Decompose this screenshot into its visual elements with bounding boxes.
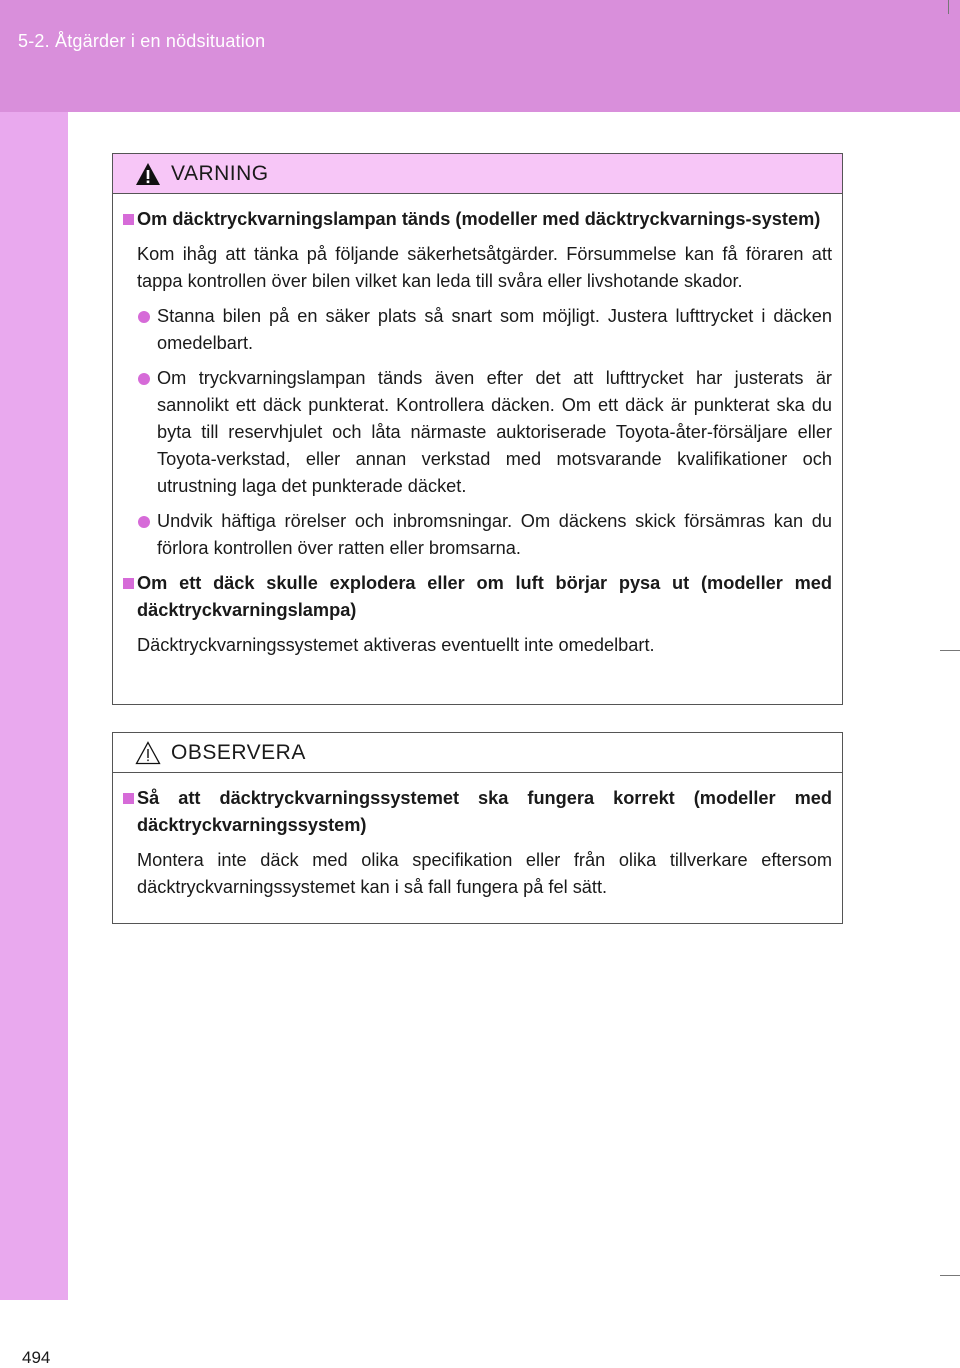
top-banner (0, 0, 960, 112)
warning-box (112, 153, 843, 705)
warning-bullet (123, 365, 832, 500)
crop-mark (940, 650, 960, 651)
warning-item-heading-text: Om ett däck skulle explodera eller om luft börjar pysa ut (modeller med däcktryckvarningslampa) (137, 573, 832, 620)
warning-filled-triangle-icon (135, 162, 161, 186)
notice-box (112, 732, 843, 924)
crop-mark (948, 0, 949, 14)
crop-mark (940, 1275, 960, 1276)
warning-bullet (123, 508, 832, 562)
notice-item-heading-text: Så att däcktryckvarningssystemet ska fungera korrekt (modeller med däcktryckvarningssystem) (137, 788, 832, 835)
section-title: 5-2. Åtgärder i en nödsituation (18, 31, 266, 51)
warning-outline-triangle-icon (135, 741, 161, 765)
warning-item-text: Kom ihåg att tänka på följande säkerhetsåtgärder. Försummelse kan få föraren att tappa kontrollen över bilen vilket kan leda till svåra eller livshotande skador. (137, 244, 832, 291)
warning-box-title: VARNING (171, 161, 269, 185)
notice-item-text: Montera inte däck med olika specifikation eller från olika tillverkare eftersom däcktryckvarningssystemet kan i så fall fungera på fel sätt. (137, 850, 832, 897)
warning-box-body (113, 194, 842, 659)
warning-bullet-text: Stanna bilen på en säker plats så snart som möjligt. Justera lufttrycket i däcken omedelbart. (157, 306, 832, 353)
warning-bullet (123, 303, 832, 357)
warning-box-header (113, 154, 842, 194)
square-bullet-icon (123, 214, 134, 225)
round-bullet-icon (138, 311, 150, 323)
notice-box-body (113, 773, 842, 901)
side-margin-bar (0, 112, 68, 1367)
notice-box-title: OBSERVERA (171, 740, 306, 764)
warning-item-text: Däcktryckvarningssystemet aktiveras eventuellt inte omedelbart. (137, 635, 655, 655)
warning-bullet-text: Om tryckvarningslampan tänds även efter det att lufttrycket har justerats är sannolikt ett däck punkterat. Kontrollera däcken. Om ett däck är punkterat ska du byta till reservhjulet och låta närmaste auktoriserade Toyota-åter-försäljare eller Toyota-verkstad, eller annan verkstad med motsvarande kvalifikationer och utrustning laga det punkterade däcket. (157, 368, 832, 496)
square-bullet-icon (123, 793, 134, 804)
page-number: 494 (22, 1348, 51, 1367)
warning-bullet-text: Undvik häftiga rörelser och inbromsningar. Om däckens skick försämras kan du förlora kontrollen över ratten eller bromsarna. (157, 511, 832, 558)
notice-item-heading (123, 785, 832, 839)
round-bullet-icon (138, 516, 150, 528)
square-bullet-icon (123, 578, 134, 589)
warning-item-heading-text: Om däcktryckvarningslampan tänds (modeller med däcktryckvarnings-system) (137, 209, 821, 229)
warning-item-heading (123, 206, 832, 233)
warning-item-heading (123, 570, 832, 624)
notice-box-header (113, 733, 842, 773)
round-bullet-icon (138, 373, 150, 385)
